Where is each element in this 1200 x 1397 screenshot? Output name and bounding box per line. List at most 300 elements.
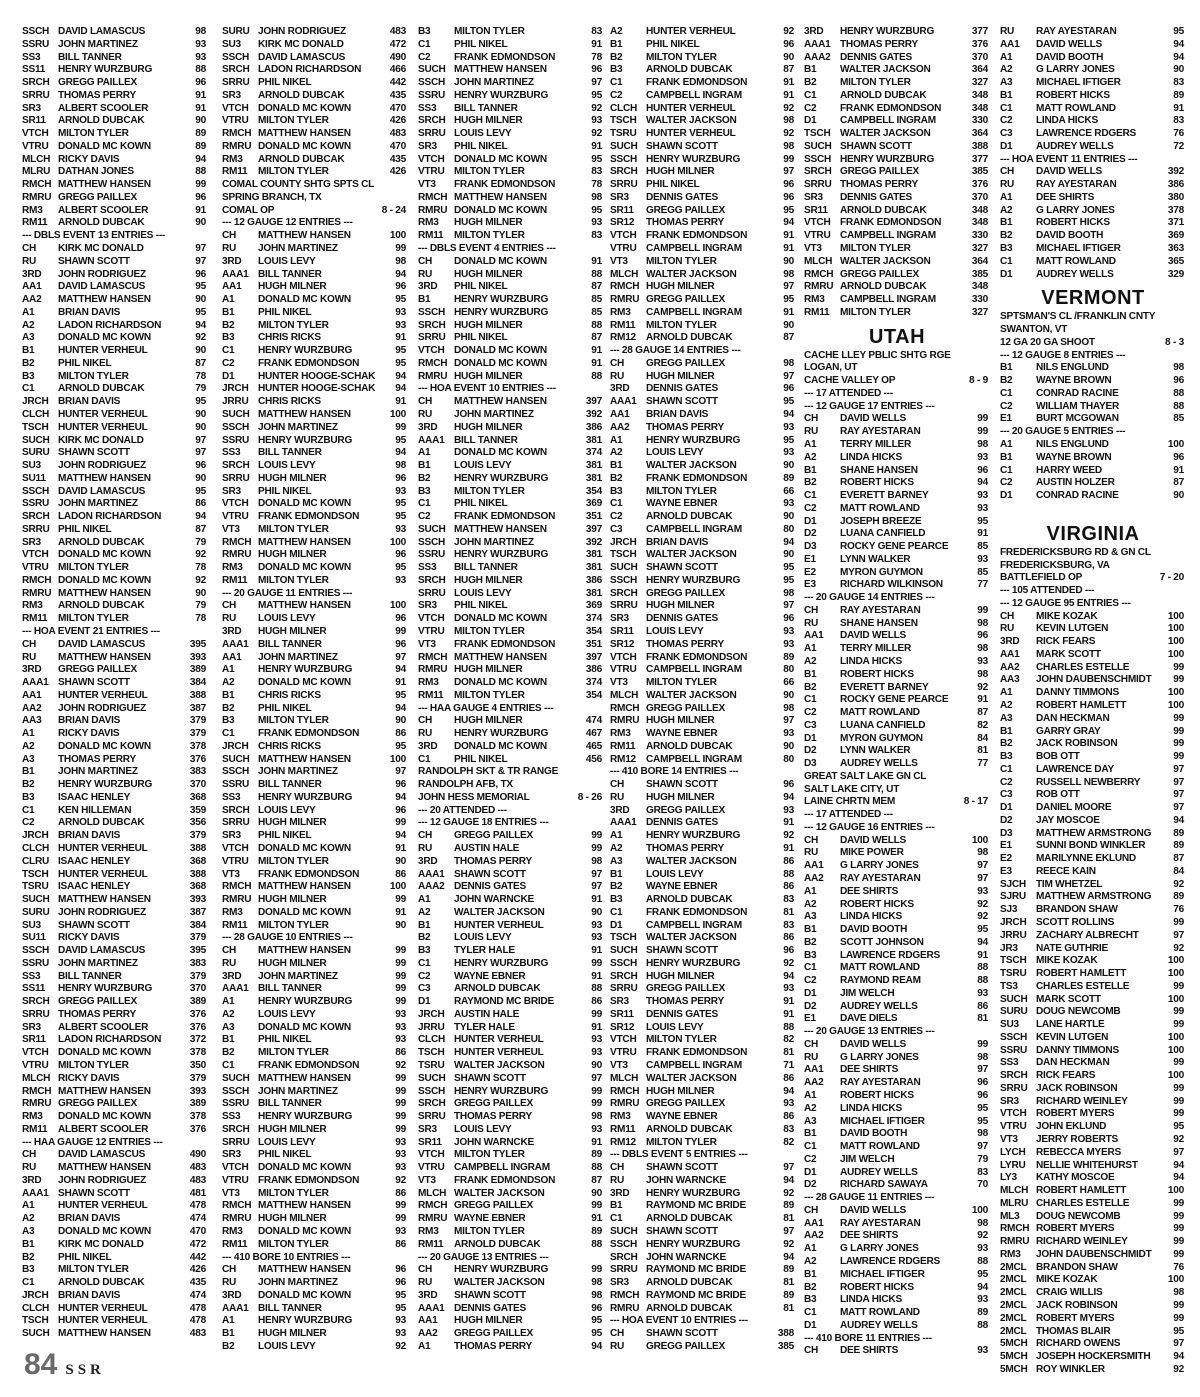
shooter-name: MATTHEW HANSEN — [258, 128, 351, 140]
score: 97 — [591, 77, 602, 89]
class-code: AAA1 — [222, 983, 249, 995]
class-code: 3RD — [1000, 636, 1020, 648]
score: 397 — [585, 396, 602, 408]
result-row — [804, 528, 990, 541]
class-code: SSCH — [222, 421, 250, 433]
header-text: --- HOA EVENT 21 ENTRIES --- — [22, 625, 160, 637]
class-code: E2 — [804, 566, 816, 578]
class-code: C1 — [418, 498, 431, 510]
result-row — [222, 1111, 408, 1124]
score: 83 — [591, 230, 602, 242]
shooter-name: ARNOLD DUBCAK — [646, 1302, 733, 1314]
result-row — [22, 141, 208, 154]
result-row — [418, 664, 604, 677]
class-code: 3RD — [22, 268, 42, 280]
header-text: 12 GA 20 GA SHOOT — [1000, 336, 1095, 348]
class-code: 3RD — [222, 625, 242, 637]
class-code: D1 — [804, 732, 817, 744]
class-code: TSCH — [22, 1315, 49, 1327]
score: 83 — [977, 1166, 988, 1178]
results-column-5 — [804, 26, 990, 1358]
shooter-name: ARNOLD DUBCAK — [58, 1277, 145, 1289]
score: 77 — [977, 579, 988, 591]
shooter-name: MILTON TYLER — [258, 855, 329, 867]
result-row — [804, 269, 990, 282]
score: 327 — [971, 77, 988, 89]
section-header — [222, 217, 408, 230]
score: 95 — [977, 1268, 988, 1280]
result-row — [610, 52, 796, 65]
shooter-name: ARNOLD DUBCAK — [454, 1238, 541, 1250]
class-code: SSCH — [418, 1085, 446, 1097]
header-text: --- 12 GAUGE 16 ENTRIES --- — [804, 821, 935, 833]
shooter-name: DONALD MC KOWN — [454, 345, 547, 357]
result-row — [222, 115, 408, 128]
score: 100 — [1167, 636, 1184, 648]
score: 81 — [783, 1302, 794, 1314]
class-code: B1 — [22, 345, 35, 357]
shooter-name: WALTER JACKSON — [454, 1060, 545, 1072]
shooter-name: GREGG PAILLEX — [646, 1340, 726, 1352]
state-heading: VIRGINIA — [1046, 522, 1140, 545]
result-row — [610, 869, 796, 882]
score: 99 — [1173, 1108, 1184, 1120]
class-code: 3RD — [418, 855, 438, 867]
result-row — [610, 230, 796, 243]
result-row — [610, 1290, 796, 1303]
shooter-name: HUGH MILNER — [646, 281, 715, 293]
shooter-name: DAN HECKMAN — [1036, 712, 1110, 724]
class-code: RM11 — [22, 1123, 48, 1135]
score: 100 — [389, 408, 406, 420]
header-text: JOHN HESS MEMORIAL — [418, 791, 530, 803]
class-code: RMRU — [610, 1098, 640, 1110]
class-code: VTRU — [610, 1047, 637, 1059]
score: 90 — [195, 421, 206, 433]
result-row — [418, 639, 604, 652]
shooter-name: THOMAS PERRY — [646, 421, 724, 433]
shooter-name: ARNOLD DUBCAK — [646, 1123, 733, 1135]
header-text: --- DBLS EVENT 13 ENTRIES --- — [22, 230, 166, 242]
result-row — [418, 1149, 604, 1162]
class-code: B3 — [222, 332, 235, 344]
score: 96 — [195, 460, 206, 472]
class-code: A1 — [22, 1200, 35, 1212]
class-code: CH — [610, 1328, 625, 1340]
class-code: 3RD — [22, 1174, 42, 1186]
score: 90 — [783, 689, 794, 701]
result-row — [418, 843, 604, 856]
class-code: 3RD — [610, 1187, 630, 1199]
class-code: AA1 — [222, 651, 242, 663]
result-row — [610, 983, 796, 996]
shooter-name: GREGG PAILLEX — [58, 191, 138, 203]
class-code: 2MCL — [1000, 1325, 1027, 1337]
result-row — [418, 166, 604, 179]
score: 95 — [395, 1289, 406, 1301]
score: 87 — [195, 357, 206, 369]
class-code: CH — [22, 638, 37, 650]
shooter-name: DONALD MC KOWN — [454, 255, 547, 267]
class-code: B1 — [610, 868, 623, 880]
class-code: RM11 — [222, 574, 248, 586]
result-row — [804, 656, 990, 669]
score: 95 — [1173, 26, 1184, 37]
shooter-name: HUGH MILNER — [258, 1123, 327, 1135]
score: 93 — [591, 1034, 602, 1046]
score: 99 — [1173, 661, 1184, 673]
score: 93 — [395, 1034, 406, 1046]
class-code: SSRU — [1000, 1044, 1028, 1056]
score: 90 — [1173, 64, 1184, 76]
section-header — [804, 1026, 990, 1039]
shooter-name: ARNOLD DUBCAK — [646, 1213, 733, 1225]
shooter-name: JOHN MARTINEZ — [454, 408, 534, 420]
score: 88 — [783, 868, 794, 880]
class-code: E3 — [804, 579, 816, 591]
score: 96 — [783, 613, 794, 625]
shooter-name: DONALD MC KOWN — [58, 1047, 151, 1059]
shooter-name: HUGH MILNER — [454, 1315, 523, 1327]
shooter-name: HENRY WURZBURG — [258, 791, 353, 803]
score: 100 — [1167, 968, 1184, 980]
score: 91 — [1173, 464, 1184, 476]
class-code: SU11 — [22, 472, 46, 484]
shooter-name: CAMPBELL INGRAM — [646, 523, 742, 535]
result-row — [1000, 39, 1186, 52]
score: 94 — [395, 268, 406, 280]
class-code: B2 — [1000, 375, 1013, 387]
score: 97 — [783, 370, 794, 382]
score: 92 — [395, 1340, 406, 1352]
score: 99 — [395, 996, 406, 1008]
score: 92 — [195, 574, 206, 586]
header-text: --- 20 ATTENDED --- — [418, 804, 507, 816]
result-row — [1000, 269, 1186, 282]
result-row — [222, 1162, 408, 1175]
result-row — [22, 422, 208, 435]
class-code: CH — [804, 1204, 819, 1216]
score: 98 — [783, 357, 794, 369]
score: 99 — [591, 1008, 602, 1020]
result-row — [418, 537, 604, 550]
score: 81 — [977, 745, 988, 757]
score: 97 — [195, 434, 206, 446]
shooter-name: HUGH MILNER — [258, 1328, 327, 1340]
score: 97 — [783, 281, 794, 293]
score: 93 — [395, 485, 406, 497]
shooter-name: SHAWN SCOTT — [646, 1328, 718, 1340]
score: 66 — [783, 485, 794, 497]
class-code: JRCH — [610, 536, 637, 548]
class-code: RU — [418, 268, 433, 280]
class-code: B2 — [804, 936, 817, 948]
score: 96 — [395, 549, 406, 561]
class-code: SR3 — [222, 1149, 241, 1161]
result-row — [804, 886, 990, 899]
shooter-name: RICKY DAVIS — [58, 1072, 120, 1084]
score: 86 — [395, 1187, 406, 1199]
class-code: A1 — [804, 885, 817, 897]
class-code: C1 — [418, 753, 431, 765]
result-row — [1000, 764, 1186, 777]
result-row — [804, 1320, 990, 1333]
class-code: C1 — [1000, 387, 1013, 399]
shooter-name: GREGG PAILLEX — [646, 204, 726, 216]
result-row — [1000, 452, 1186, 465]
result-row — [418, 920, 604, 933]
class-code: A2 — [418, 906, 431, 918]
shooter-name: AUSTIN HALE — [454, 1008, 520, 1020]
score: 95 — [195, 396, 206, 408]
score: 379 — [189, 830, 206, 842]
class-code: A3 — [804, 911, 817, 923]
class-code: B1 — [610, 38, 623, 50]
class-code: C2 — [804, 502, 817, 514]
shooter-name: MATT ROWLAND — [840, 962, 920, 974]
result-row — [418, 103, 604, 116]
class-code: A3 — [22, 332, 35, 344]
class-code: C1 — [418, 38, 431, 50]
score: 94 — [977, 936, 988, 948]
class-code: D1 — [804, 115, 817, 127]
class-code: A2 — [804, 1102, 817, 1114]
score: 90 — [783, 319, 794, 331]
shooter-name: DATHAN JONES — [58, 166, 134, 178]
score: 88 — [591, 268, 602, 280]
score: 86 — [395, 1238, 406, 1250]
shooter-name: FRANK EDMONDSON — [840, 102, 942, 114]
result-row — [22, 1034, 208, 1047]
shooter-name: DEE SHIRTS — [840, 1064, 899, 1076]
class-code: AA1 — [804, 630, 824, 642]
score: 99 — [1173, 725, 1184, 737]
score: 442 — [189, 1251, 206, 1263]
score: 97 — [1173, 763, 1184, 775]
shooter-name: G LARRY JONES — [1036, 64, 1115, 76]
class-code: JRRU — [418, 1021, 445, 1033]
shooter-name: MILTON TYLER — [454, 689, 525, 701]
class-code: AA3 — [1000, 674, 1020, 686]
shooter-name: MILTON TYLER — [58, 613, 129, 625]
class-code: VT3 — [222, 523, 240, 535]
section-header — [418, 817, 604, 830]
result-row — [22, 64, 208, 77]
class-code: RU — [222, 613, 237, 625]
shooter-name: BURT MCGOWAN — [1036, 413, 1119, 425]
result-row — [804, 1001, 990, 1014]
shooter-name: CHRIS RICKS — [258, 332, 321, 344]
result-row — [22, 779, 208, 792]
shooter-name: DONALD MC KOWN — [258, 1289, 351, 1301]
score: 96 — [1173, 375, 1184, 387]
score: 99 — [395, 983, 406, 995]
score: 92 — [977, 898, 988, 910]
result-row — [22, 1264, 208, 1277]
result-row — [222, 639, 408, 652]
class-code: A2 — [22, 1213, 35, 1225]
class-code: RU — [22, 1162, 37, 1174]
shooter-name: JOHN DAUBENSCHMIDT — [1036, 674, 1152, 686]
shooter-name: DAVID WELLS — [1036, 166, 1103, 178]
shooter-name: MATTHEW HANSEN — [58, 472, 151, 484]
class-code: D1 — [1000, 490, 1013, 502]
result-row — [222, 805, 408, 818]
class-code: A2 — [1000, 699, 1013, 711]
header-text: --- 12 GAUGE 18 ENTRIES --- — [418, 817, 549, 829]
shooter-name: JOHN MARTINEZ — [454, 536, 534, 548]
section-header — [1000, 560, 1186, 573]
class-code: RM11 — [418, 1238, 444, 1250]
class-code: JRRU — [1000, 929, 1027, 941]
shooter-name: LINDA HICKS — [840, 911, 902, 923]
result-row — [610, 1252, 796, 1265]
header-date: 8 - 9 — [969, 375, 988, 387]
class-code: CLCH — [610, 102, 638, 114]
result-row — [804, 745, 990, 758]
score: 100 — [1167, 1185, 1184, 1197]
class-code: SR3 — [22, 1021, 41, 1033]
shooter-name: WAYNE EBNER — [646, 498, 718, 510]
header-text: SALT LAKE CITY, UT — [804, 783, 900, 795]
shooter-name: CHARLES ESTELLE — [1036, 980, 1130, 992]
class-code: E1 — [1000, 413, 1012, 425]
result-row — [610, 945, 796, 958]
result-row — [804, 1013, 990, 1026]
score: 90 — [783, 740, 794, 752]
result-row — [804, 243, 990, 256]
shooter-name: ROBERT HAMLETT — [1036, 1185, 1127, 1197]
score: 99 — [395, 1200, 406, 1212]
shooter-name: LINDA HICKS — [1036, 115, 1098, 127]
section-header — [1000, 572, 1186, 585]
shooter-name: HUGH MILNER — [454, 664, 523, 676]
shooter-name: CHARLES ESTELLE — [1036, 661, 1130, 673]
class-code: SRRU — [222, 472, 250, 484]
shooter-name: RAY AYESTARAN — [840, 604, 921, 616]
result-row — [222, 779, 408, 792]
section-header — [418, 805, 604, 818]
shooter-name: DAVID LAMASCUS — [58, 281, 146, 293]
result-row — [418, 562, 604, 575]
result-row — [418, 1175, 604, 1188]
result-row — [418, 600, 604, 613]
section-header — [222, 1252, 408, 1265]
shooter-name: LAWRENCE RDGERS — [840, 949, 940, 961]
result-row — [418, 958, 604, 971]
shooter-name: PHIL NIKEL — [258, 1149, 312, 1161]
class-code: B1 — [418, 460, 431, 472]
score: 97 — [195, 243, 206, 255]
class-code: MLCH — [610, 268, 639, 280]
score: 86 — [783, 932, 794, 944]
class-code: A1 — [418, 894, 431, 906]
result-row — [1000, 930, 1186, 943]
class-code: B1 — [418, 919, 431, 931]
score: 97 — [1173, 1146, 1184, 1158]
result-row — [1000, 128, 1186, 141]
result-row — [610, 511, 796, 524]
score: 467 — [585, 728, 602, 740]
result-row — [22, 269, 208, 282]
score: 95 — [395, 434, 406, 446]
class-code: VTCH — [222, 1162, 249, 1174]
result-row — [418, 281, 604, 294]
score: 348 — [971, 102, 988, 114]
result-row — [1000, 1160, 1186, 1173]
score: 385 — [777, 1340, 794, 1352]
class-code: RMCH — [804, 268, 834, 280]
result-row — [22, 409, 208, 422]
class-code: 3RD — [418, 740, 438, 752]
shooter-name: HENRY WURZBURG — [454, 1085, 549, 1097]
result-row — [804, 26, 990, 39]
shooter-name: JOHN MARTINEZ — [258, 243, 338, 255]
shooter-name: ARNOLD DUBCAK — [646, 64, 733, 76]
score: 76 — [1173, 904, 1184, 916]
score: 94 — [783, 536, 794, 548]
score: 94 — [395, 702, 406, 714]
class-code: RU — [1000, 623, 1015, 635]
result-row — [804, 720, 990, 733]
result-row — [804, 988, 990, 1001]
class-code: A2 — [610, 843, 623, 854]
result-row — [610, 1111, 796, 1124]
result-row — [418, 256, 604, 269]
shooter-name: HENRY WURZBURG — [58, 64, 153, 76]
score: 94 — [1173, 814, 1184, 826]
class-code: A2 — [804, 898, 817, 910]
shooter-name: HENRY WURZBURG — [646, 830, 741, 842]
score: 93 — [977, 655, 988, 667]
class-code: MLCH — [22, 1072, 51, 1084]
class-code: RM3 — [22, 204, 43, 216]
state-heading: VERMONT — [1041, 287, 1145, 310]
score: 91 — [1173, 102, 1184, 114]
score: 435 — [189, 1277, 206, 1289]
shooter-name: HUGH MILNER — [258, 894, 327, 906]
shooter-name: WALTER JACKSON — [454, 1187, 545, 1199]
result-row — [22, 90, 208, 103]
shooter-name: HUNTER HOOGE-SCHAK — [258, 370, 376, 382]
result-row — [804, 128, 990, 141]
class-code: SRRU — [1000, 1082, 1028, 1094]
shooter-name: MICHAEL IFTIGER — [840, 1268, 925, 1280]
score: 90 — [783, 51, 794, 63]
score: 100 — [1167, 687, 1184, 699]
shooter-name: MILTON TYLER — [454, 625, 525, 637]
score: 330 — [971, 115, 988, 127]
result-row — [610, 741, 796, 754]
class-code: 3RD — [222, 1289, 242, 1301]
score: 94 — [195, 511, 206, 523]
class-code: SRCH — [1000, 1070, 1028, 1082]
result-row — [1000, 465, 1186, 478]
class-code: SR3 — [222, 830, 241, 842]
section-header — [222, 932, 408, 945]
shooter-name: MATTHEW HANSEN — [258, 753, 351, 765]
result-row — [222, 409, 408, 422]
shooter-name: LOUIS LEVY — [258, 1136, 316, 1148]
shooter-name: WALTER JACKSON — [840, 64, 931, 76]
shooter-name: LOUIS LEVY — [258, 613, 316, 625]
class-code: RM3 — [418, 1225, 439, 1237]
shooter-name: HENRY WURZBURG — [258, 664, 353, 676]
shooter-name: LOUIS LEVY — [454, 1123, 512, 1135]
score: 86 — [783, 881, 794, 893]
result-row — [610, 575, 796, 588]
result-row — [22, 154, 208, 167]
